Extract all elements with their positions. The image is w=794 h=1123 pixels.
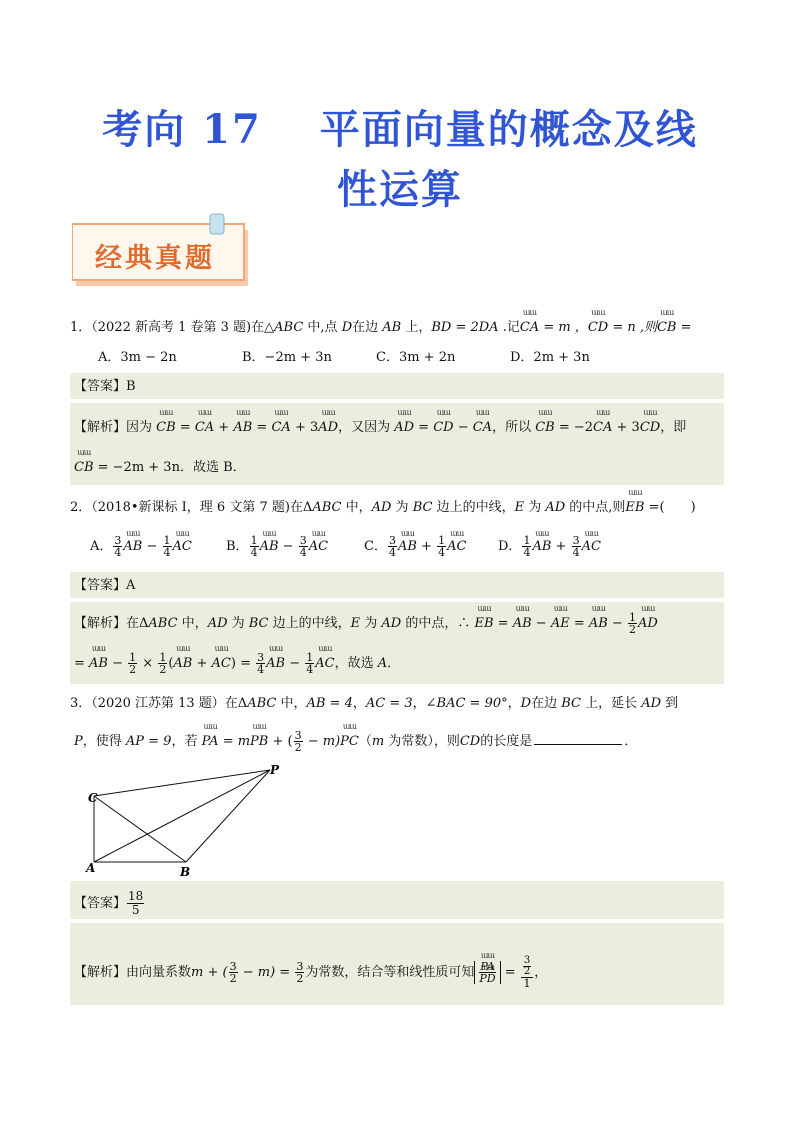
q1-analysis-line1: 【解析】因为 ɯɯ CB = ɯɯ CA + ɯɯ AB = ɯɯ CA + 3ɯɯ AD，又因为 ɯɯ AD = ɯɯ CD − ɯɯ CA，所以 ɯɯ CB = −2ɯɯ CA + 3ɯɯ CD，即 bbox=[74, 418, 686, 438]
label-c: C bbox=[88, 791, 98, 805]
vector-ca: ɯɯ CA bbox=[520, 318, 539, 338]
edge-ap bbox=[94, 770, 270, 862]
q1-analysis-line2: ɯɯ CB = −2m + 3n．故选 B． bbox=[74, 458, 246, 478]
edge-cp bbox=[94, 770, 270, 796]
q3-analysis: 【解析】由向量系数m + ( $\frac{3}{2}$ − m) = $\frac{3}{2}$ 为常数，结合等和线性质可知 ɯɯ PA ɯɯ PD = $\frac{\frac{3}{2}}{1}$ ， bbox=[74, 956, 547, 989]
q2-stem: 2．（2018•新课标 I，理 6 文第 7 题)在ΔABC 中，AD 为 BC 边上的中线，E 为 AD 的中点,则ɯɯ EB =( ) bbox=[70, 498, 696, 518]
q1-option-d: D．2m + 3n bbox=[510, 350, 590, 365]
q1-stem: 1．（2022 新高考 1 卷第 3 题)在△ABC 中,点 D在边 AB 上，BD = 2DA .记ɯɯ CA = m ，ɯɯ CD = n ,则ɯɯ CB = bbox=[70, 318, 692, 338]
vector-cd: ɯɯ CD bbox=[588, 318, 608, 338]
q3-stem-line1: 3．（2020 江苏第 13 题）在ΔABC 中，AB = 4，AC = 3，∠BAC = 90°，D在边 BC 上，延长 AD 到 bbox=[70, 696, 679, 711]
q2-option-a: A． $\frac{3}{4}$ ɯɯ AB − $\frac{1}{4}$ ɯɯ AC bbox=[90, 535, 192, 558]
label-p: P bbox=[270, 763, 280, 777]
q1-answer: 【答案】B bbox=[74, 379, 136, 394]
q1-option-a: A．3m − 2n bbox=[98, 350, 177, 365]
answer-blank bbox=[534, 732, 622, 745]
q1-answer-band bbox=[70, 373, 724, 399]
q2-option-b: B． $\frac{1}{4}$ ɯɯ AB − $\frac{3}{4}$ ɯɯ AC bbox=[226, 535, 328, 558]
page-title-line2: 性运算 bbox=[337, 166, 463, 213]
badge-label: 经典真题 bbox=[95, 243, 215, 274]
vector-cb: ɯɯ CB bbox=[657, 318, 677, 338]
q2-answer-band bbox=[70, 572, 724, 598]
q2-answer: 【答案】A bbox=[74, 578, 136, 593]
label-b: B bbox=[180, 865, 191, 879]
q2-analysis-line1: 【解析】在ΔABC 中，AD 为 BC 边上的中线，E 为 AD 的中点，∴ ɯɯ EB = ɯɯ AB − ɯɯ AE = ɯɯ AB − $\frac{1}{2}$ ɯɯ AD bbox=[74, 612, 658, 635]
q1-option-b: B．−2m + 3n bbox=[242, 350, 332, 365]
paperclip-icon bbox=[210, 214, 224, 234]
q1-option-c: C．3m + 2n bbox=[376, 350, 456, 365]
edge-bp bbox=[186, 770, 270, 862]
edge-cb bbox=[94, 796, 186, 862]
q2-option-c: C． $\frac{3}{4}$ ɯɯ AB + $\frac{1}{4}$ ɯɯ AC bbox=[364, 535, 466, 558]
q2-analysis-line2: = ɯɯ AB − $\frac{1}{2}$ × $\frac{1}{2}$ (ɯɯ AB + ɯɯ AC) = $\frac{3}{4}$ ɯɯ AB − $\frac{1}{4}$ ɯɯ AC，故选 A． bbox=[74, 652, 400, 675]
q2-option-d: D． $\frac{1}{4}$ ɯɯ AB + $\frac{3}{4}$ ɯɯ AC bbox=[498, 535, 601, 558]
label-a: A bbox=[86, 861, 96, 875]
q3-figure bbox=[82, 762, 292, 880]
q3-answer: 【答案】 $\frac{18}{5}$ bbox=[74, 889, 144, 917]
q3-answer-band bbox=[70, 881, 724, 919]
q3-stem-line2: P，使得 AP = 9，若 ɯɯ PA = mɯɯ PB + ( $\frac{3}{2}$ − m)ɯɯ PC（m 为常数），则CD的长度是 ． bbox=[74, 730, 637, 753]
page-title-line1: 考向 17 平面向量的概念及线 bbox=[102, 106, 698, 153]
